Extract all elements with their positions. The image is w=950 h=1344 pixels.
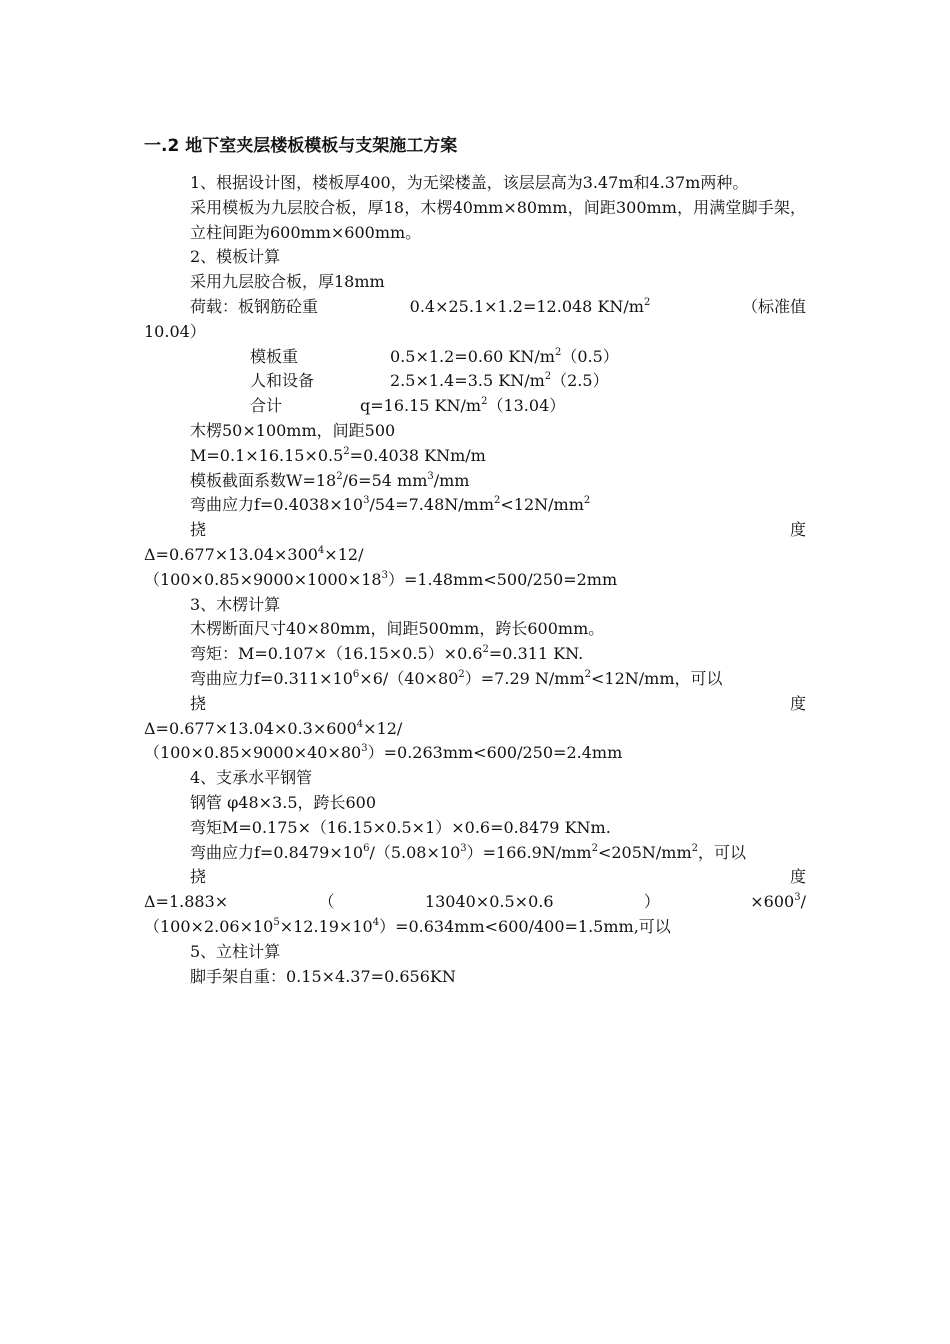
heading-joist-calc: 3、木楞计算 xyxy=(190,594,281,614)
joist-deflection-formula-2: $(100\times 0.85\times 9000\times 40\times 80^3)=0.263mm<600/250=2.4mm$ xyxy=(144,743,623,763)
joist-stress-formula: 弯曲应力$f=0.311\times 10^6\times 6/(40\times 80^2)=7.29$ $N/mm^2<12N/mm$，可以 xyxy=(190,668,723,688)
deflection-label-line: 挠 度 xyxy=(190,520,806,540)
load-std-close: 10.04） xyxy=(144,321,206,341)
total-line: 合计 q=16.15 $KN/m^2(13.04)$ xyxy=(250,396,566,416)
pipe-moment-formula: 弯矩M=0.175×（16.15×0.5×1）×0.6=0.8479 KNm. xyxy=(190,817,611,837)
people-equipment-line: 人和设备 2.5×1.4=3.5 $KN/m^2(2.5)$ xyxy=(250,371,609,391)
deflection-formula-1: $\Delta=0.677\times 13.04\times 300^4\times 12/$ xyxy=(144,544,364,564)
paragraph-design: 1、根据设计图，楼板厚400，为无梁楼盖，该层层高为3.47m和4.37m两种。 xyxy=(190,173,749,192)
heading-formwork-calc: 2、模板计算 xyxy=(190,247,281,267)
pipe-spec: 钢管 φ48×3.5，跨长600 xyxy=(190,792,377,812)
scaffold-self-weight: 脚手架自重：0.15×4.37=0.656KN xyxy=(190,966,456,986)
load-value: 0.4×25.1×1.2=12.048 $KN/m^2$ xyxy=(409,296,651,316)
joist-moment-formula: 弯矩：$M=0.107\times(16.15\times 0.5)\times 0.6^2=0.311$ KN. xyxy=(190,644,584,664)
heading-steel-pipe: 4、支承水平钢管 xyxy=(190,768,313,788)
joist-section: 木楞断面尺寸40×80mm，间距500mm，跨长600mm。 xyxy=(190,619,605,639)
section-modulus-formula: 模板截面系数$W=18^2/6=54$ $mm^3/mm$ xyxy=(190,470,470,490)
pipe-deflection-label-line: 挠 度 xyxy=(190,867,806,887)
joist-deflection-label-line: 挠 度 xyxy=(190,693,806,713)
joist-spec: 木楞50×100mm，间距500 xyxy=(190,420,396,440)
load-std-open: （标准值 xyxy=(741,296,806,316)
pipe-stress-formula: 弯曲应力$f=0.8479\times 10^6/(5.08\times 10^3)=166.9N/mm^2<205N/mm^2$，可以 xyxy=(190,842,747,862)
section-title: 一.2 地下室夹层楼板模板与支架施工方案 xyxy=(144,136,458,156)
document-body xyxy=(144,133,806,989)
pipe-deflection-formula-1: Δ=1.883× （ 13040×0.5×0.6 ） $\times 600^3/$ xyxy=(144,892,806,912)
bending-stress-formula: 弯曲应力$f=0.4038\times 10^3/54=7.48N/mm^2<12N/mm^2$ xyxy=(190,495,591,515)
heading-column-calc: 5、立柱计算 xyxy=(190,941,281,961)
moment-formula: $M=0.1\times 16.15\times 0.5^2=0.4038$ KNm/m xyxy=(190,445,486,465)
pipe-deflection-formula-2: $(100\times 2.06\times 10^5\times 12.19\times 10^4)=0.634mm<600/400=1.5mm$,可以 xyxy=(144,916,671,936)
deflection-formula-2: $(100\times 0.85\times 9000\times 1000\times 18^3)=1.48mm<500/250=2mm$ xyxy=(144,569,618,589)
load-label: 荷载：板钢筋砼重 xyxy=(190,296,319,316)
joist-deflection-formula-1: $\Delta=0.677\times 13.04\times 0.3\times 600^4\times 12/$ xyxy=(144,718,403,738)
formwork-weight-line: 模板重 0.5×1.2=0.60 $KN/m^2(0.5)$ xyxy=(250,346,619,366)
text-plywood: 采用九层胶合板，厚18mm xyxy=(190,272,385,292)
load-line xyxy=(144,295,806,320)
paragraph-formwork-material: 采用模板为九层胶合板，厚18，木楞40mm×80mm，间距300mm，用满堂脚手架，立柱间距为600mm×600mm。 xyxy=(190,197,806,242)
